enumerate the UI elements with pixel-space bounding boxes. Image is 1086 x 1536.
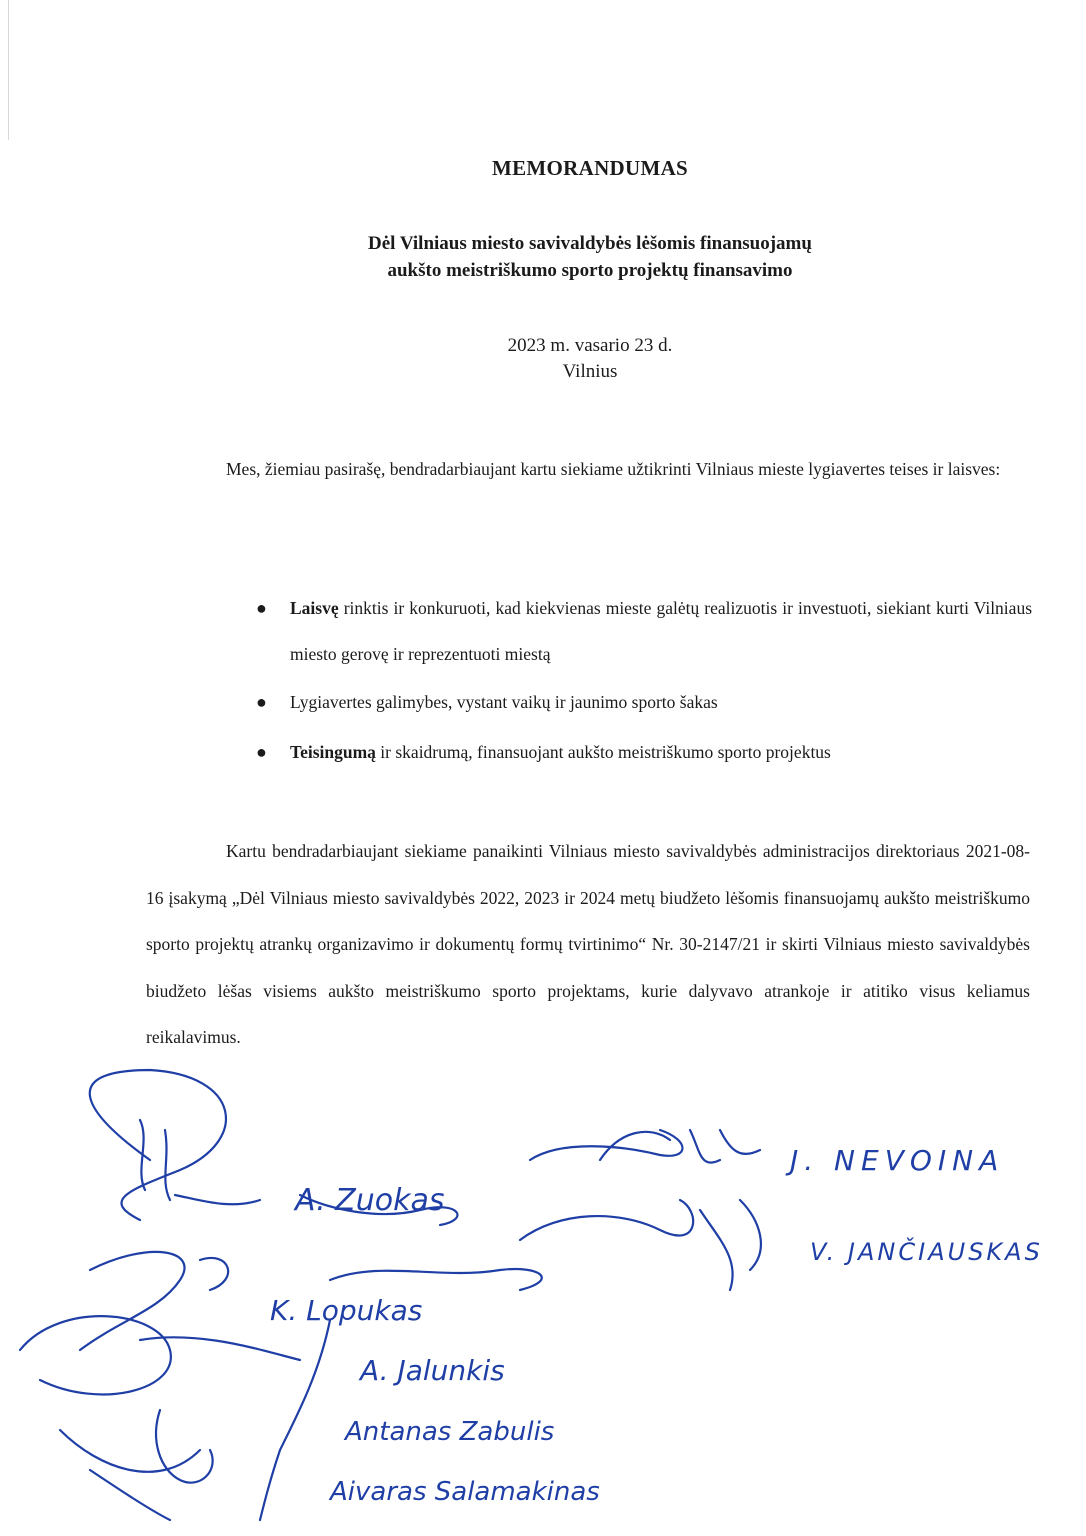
signature-name: A. Zuokas bbox=[295, 1183, 445, 1218]
scan-edge-mark bbox=[8, 0, 9, 140]
bullet-icon: ● bbox=[256, 692, 267, 712]
document-title: MEMORANDUMAS bbox=[491, 156, 689, 180]
signature-name: K. Lopukas bbox=[270, 1294, 423, 1327]
intro-text: Mes, žiemiau pasirašę, bendradarbiaujant kartu siekiame užtikrinti Vilniaus mieste lygiavertes teises ir laisves: bbox=[226, 459, 1001, 479]
date-place-block bbox=[0, 333, 1086, 385]
intro-paragraph bbox=[146, 446, 1030, 492]
closing-paragraph bbox=[146, 828, 1030, 1061]
signature-name: Antanas Zabulis bbox=[345, 1417, 555, 1447]
signature-name: A. Jalunkis bbox=[360, 1354, 505, 1387]
document-subtitle bbox=[0, 230, 1086, 284]
subtitle-line-1: Dėl Vilniaus miesto savivaldybės lėšomis finansuojamų bbox=[368, 233, 812, 254]
document-place: Vilnius bbox=[562, 361, 618, 382]
signatures-area bbox=[0, 1050, 1086, 1536]
bullet-text: Lygiavertes galimybes, vystant vaikų ir jaunimo sporto šakas bbox=[290, 692, 718, 712]
document-date: 2023 m. vasario 23 d. bbox=[507, 335, 673, 356]
bullet-text: ir skaidrumą, finansuojant aukšto meistriškumo sporto projektus bbox=[375, 742, 831, 762]
closing-text: Kartu bendradarbiaujant siekiame panaikinti Vilniaus miesto savivaldybės administracijos direktoriaus 2021-08-16 įsakymą „Dėl Vilniaus miesto savivaldybės 2022, 2023 ir 2024 metų biudžeto lėšomis finansuojamų aukšto meistriškumo sporto projektų atrankų organizavimo ir dokumentų formų tvirtinimo“ Nr. 30-2147/21 ir skirti Vilniaus miesto savivaldybės biudžeto lėšas visiems aukšto meistriškumo sporto projektams, kurie dalyvavo atrankoje ir atitiko visus keliamus reikalavimus. bbox=[146, 841, 1030, 1047]
list-item bbox=[252, 679, 1032, 725]
bullet-bold: Laisvę bbox=[290, 598, 339, 618]
signature-name-labels bbox=[270, 1144, 1043, 1507]
subtitle-line-2: aukšto meistriškumo sporto projektų finansavimo bbox=[387, 260, 793, 281]
bullet-text: rinktis ir konkuruoti, kad kiekvienas mieste galėtų realizuotis ir investuoti, siekiant kurti Vilniaus miesto gerovę ir reprezentuoti miestą bbox=[290, 598, 1032, 664]
signature-name: Aivaras Salamakinas bbox=[330, 1477, 600, 1507]
list-item bbox=[252, 585, 1032, 677]
bullet-icon: ● bbox=[256, 742, 267, 762]
list-item bbox=[252, 729, 1032, 775]
principles-list bbox=[252, 585, 1032, 775]
bullet-bold: Teisingumą bbox=[290, 742, 376, 762]
bullet-icon: ● bbox=[256, 598, 267, 618]
signature-name: J. NEVOINA bbox=[790, 1144, 1005, 1177]
signature-name: V. JANČIAUSKAS bbox=[810, 1238, 1043, 1266]
